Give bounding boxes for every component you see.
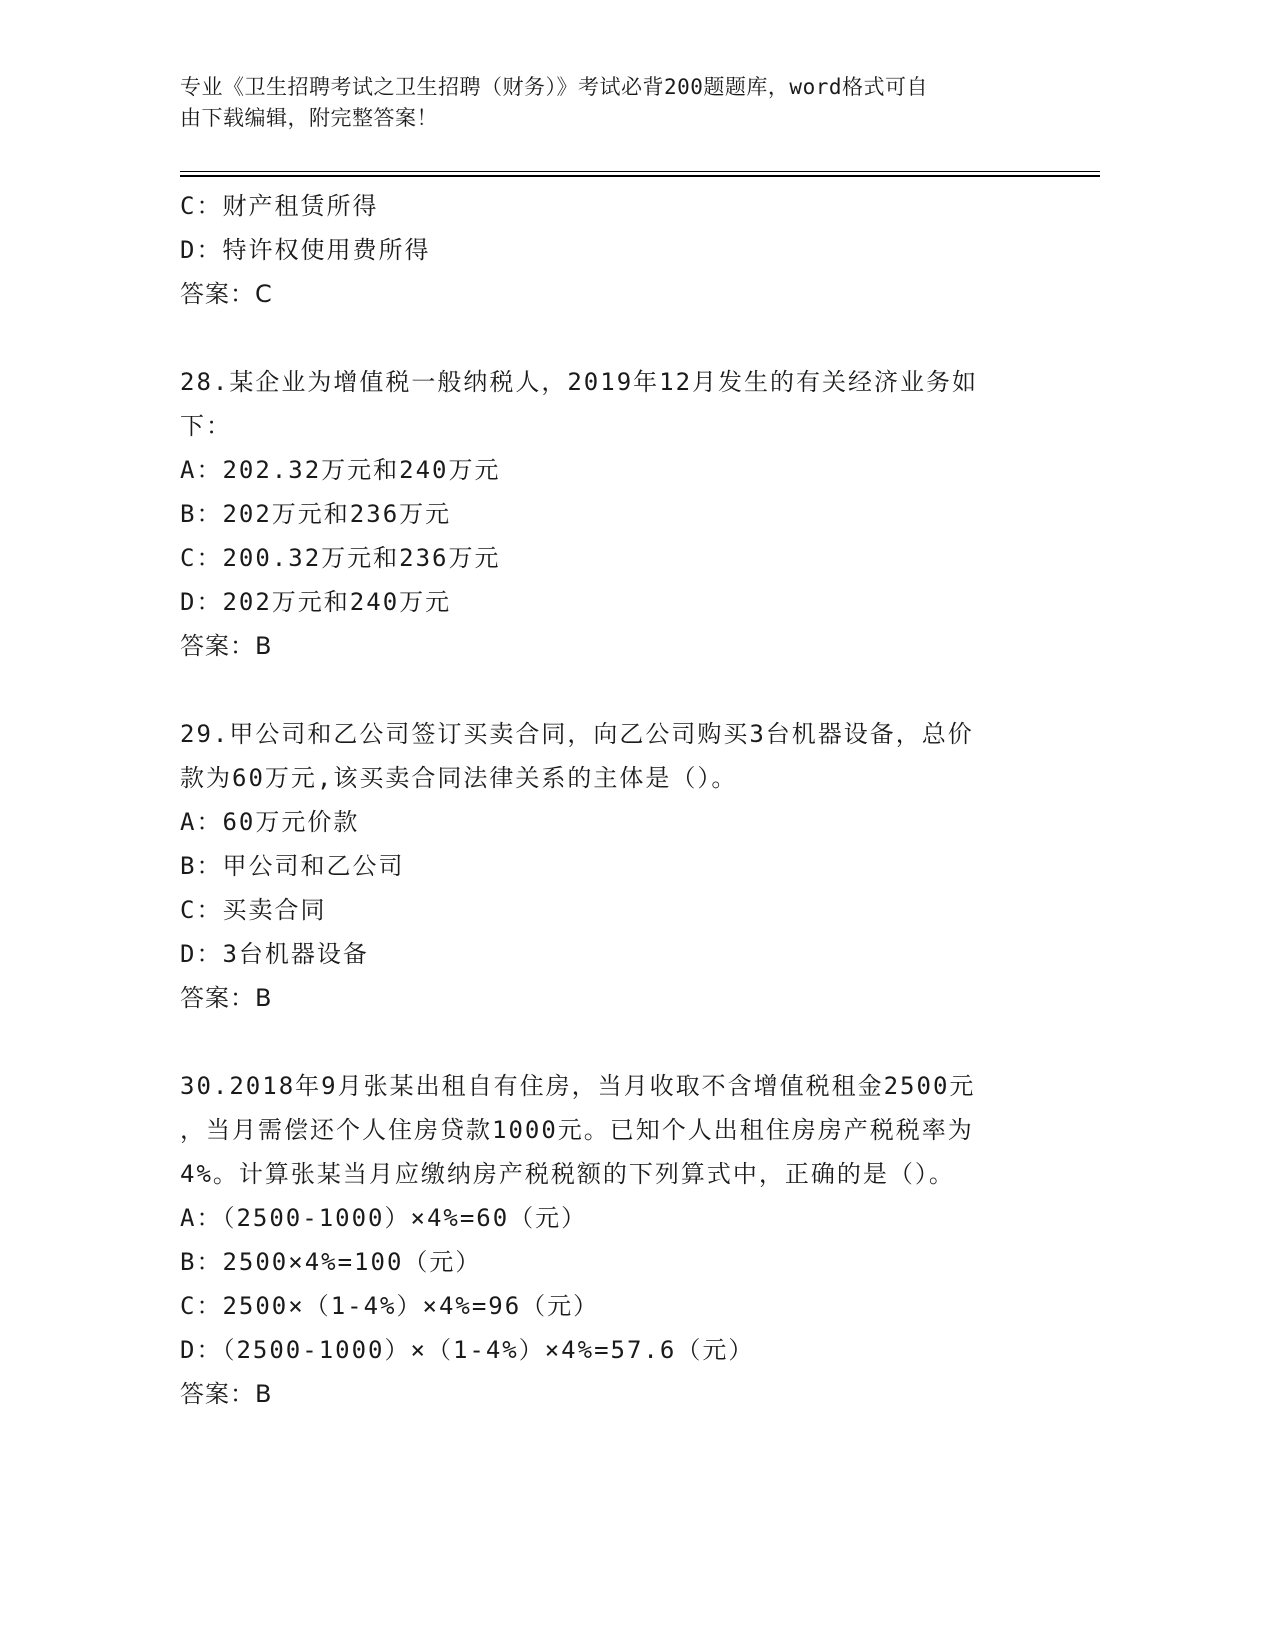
option-b: B：2500×4%=100（元） <box>180 1248 482 1276</box>
question-30 <box>180 1064 1060 1416</box>
option-d: D：202万元和240万元 <box>180 588 452 616</box>
option-c: C：200.32万元和236万元 <box>180 544 501 572</box>
question-stem-line: 款为60万元,该买卖合同法律关系的主体是（）。 <box>180 764 738 792</box>
header-divider-thin <box>180 171 1100 172</box>
answer-line: 答案：B <box>180 1380 273 1408</box>
document-body <box>180 184 1060 1416</box>
option-c: C：财产租赁所得 <box>180 192 379 220</box>
question-28 <box>180 360 1060 668</box>
header-line-2: 由下载编辑，附完整答案！ <box>180 106 438 130</box>
question-stem-line: 下： <box>180 412 232 440</box>
document-header <box>180 72 1040 134</box>
question-stem-line: 28.某企业为增值税一般纳税人，2019年12月发生的有关经济业务如 <box>180 368 979 396</box>
option-d: D：特许权使用费所得 <box>180 236 431 264</box>
question-29 <box>180 712 1060 1020</box>
answer-line: 答案：B <box>180 632 273 660</box>
option-d: D：（2500-1000）×（1-4%）×4%=57.6（元） <box>180 1336 755 1364</box>
option-b: B：甲公司和乙公司 <box>180 852 405 880</box>
question-stem-line: ，当月需偿还个人住房贷款1000元。已知个人出租住房房产税税率为 <box>180 1116 974 1144</box>
spacer <box>180 1020 1060 1064</box>
question-stem-line: 29.甲公司和乙公司签订买卖合同，向乙公司购买3台机器设备，总价 <box>180 720 974 748</box>
option-a: A：60万元价款 <box>180 808 360 836</box>
header-divider-thick <box>180 175 1100 177</box>
question-stem-line: 30.2018年9月张某出租自有住房，当月收取不含增值税租金2500元 <box>180 1072 976 1100</box>
option-a: A：202.32万元和240万元 <box>180 456 501 484</box>
option-c: C：买卖合同 <box>180 896 327 924</box>
option-c: C：2500×（1-4%）×4%=96（元） <box>180 1292 600 1320</box>
option-b: B：202万元和236万元 <box>180 500 452 528</box>
question-27-continued <box>180 184 1060 316</box>
answer-line: 答案：B <box>180 984 273 1012</box>
option-a: A：（2500-1000）×4%=60（元） <box>180 1204 588 1232</box>
answer-line: 答案：C <box>180 280 273 308</box>
option-d: D：3台机器设备 <box>180 940 369 968</box>
question-stem-line: 4%。计算张某当月应缴纳房产税税额的下列算式中，正确的是（）。 <box>180 1160 955 1188</box>
header-line-1: 专业《卫生招聘考试之卫生招聘（财务）》考试必背200题题库，word格式可自 <box>180 75 928 99</box>
spacer <box>180 316 1060 360</box>
spacer <box>180 668 1060 712</box>
